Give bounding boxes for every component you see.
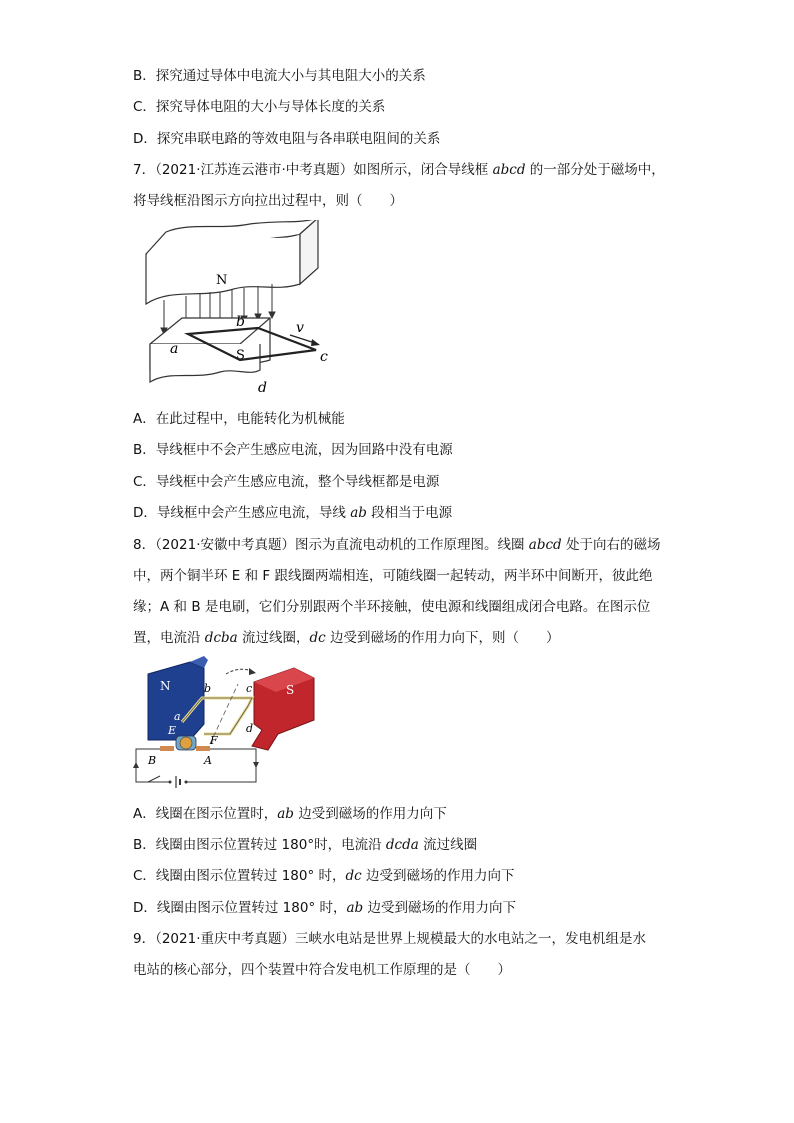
q8-stem-line4: 置，电流沿 dcba 流过线圈，dc 边受到磁场的作用力向下，则（ ） (133, 630, 560, 646)
q7-label-a: a (170, 341, 179, 357)
q7-label-s: S (236, 348, 245, 363)
q7-stem-line1: 7．（2021·江苏连云港市·中考真题）如图所示，闭合导线框 abcd 的一部分处于磁场中， (133, 162, 665, 178)
q7-label-c: c (320, 349, 328, 365)
q6-option-c: C．探究导体电阻的大小与导体长度的关系 (133, 99, 386, 115)
q7-label-v: v (296, 320, 304, 336)
q8-stem-line3: 缘；A 和 B 是电刷，它们分别跟两个半环接触，使电源和线圈组成闭合电路。在图示位 (133, 599, 651, 615)
q8-label-d: d (246, 722, 254, 735)
q8-stem-line2: 中，两个铜半环 E 和 F 跟线圈两端相连，可随线圈一起转动，两半环中间断开，彼此绝 (133, 568, 653, 584)
q8-figure-dc-motor (130, 654, 320, 799)
q7-option-b: B．导线框中不会产生感应电流，因为回路中没有电源 (133, 442, 453, 458)
q7-stem-line2: 将导线框沿图示方向拉出过程中，则（ ） (133, 193, 403, 209)
q8-label-n: N (160, 679, 171, 693)
q8-label-f: F (210, 734, 218, 747)
q8-label-brush-b: B (148, 754, 157, 767)
q8-option-a: A．线圈在图示位置时，ab 边受到磁场的作用力向下 (133, 806, 447, 822)
q8-label-c: c (246, 682, 253, 695)
q8-label-e: E (168, 724, 177, 737)
q6-option-d: D．探究串联电路的等效电阻与各串联电阻间的关系 (133, 131, 441, 147)
q8-option-b: B．线圈由图示位置转过 180°时，电流沿 dcda 流过线圈 (133, 837, 478, 853)
q8-label-a: a (174, 710, 181, 723)
q9-stem-line2: 电站的核心部分，四个装置中符合发电机工作原理的是（ ） (133, 962, 511, 978)
q8-stem-line1: 8．（2021·安徽中考真题）图示为直流电动机的工作原理图。线圈 abcd 处于向右的磁场 (133, 537, 661, 553)
q7-option-a: A．在此过程中，电能转化为机械能 (133, 411, 345, 427)
q7-label-d: d (258, 380, 267, 396)
q7-option-d: D．导线框中会产生感应电流，导线 ab 段相当于电源 (133, 505, 453, 521)
q9-stem-line1: 9．（2021·重庆中考真题）三峡水电站是世界上规模最大的水电站之一，发电机组是水 (133, 931, 646, 947)
q7-figure-magnet-frame (140, 220, 340, 405)
q7-option-c: C．导线框中会产生感应电流，整个导线框都是电源 (133, 474, 440, 490)
q8-label-s: S (286, 683, 295, 697)
q8-label-brush-a: A (204, 754, 212, 767)
q7-label-n: N (216, 273, 228, 288)
q8-label-b: b (204, 682, 212, 695)
q7-label-b: b (236, 314, 245, 330)
q8-option-d: D．线圈由图示位置转过 180° 时，ab 边受到磁场的作用力向下 (133, 900, 516, 916)
q8-option-c: C．线圈由图示位置转过 180° 时，dc 边受到磁场的作用力向下 (133, 868, 515, 884)
q6-option-b: B．探究通过导体中电流大小与其电阻大小的关系 (133, 68, 426, 84)
